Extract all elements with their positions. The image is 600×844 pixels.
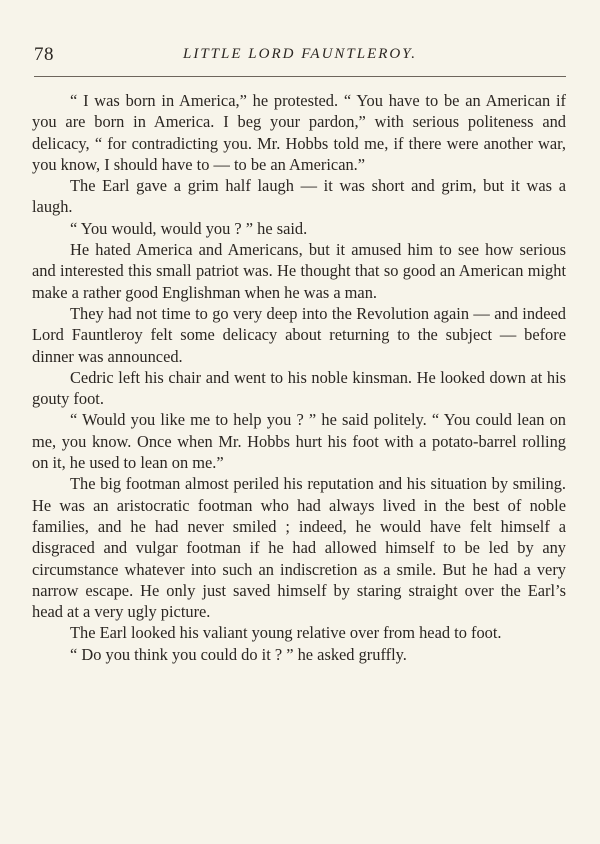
paragraph: The big footman almost periled his reputation and his situation by smiling. He was an aristocratic footman who had always lived in the best of noble families, and he had never smiled ; indeed, he would have felt himself a disgraced and vulgar footman if he had allowed himself to be led by any circumstance whatever into such an indiscretion as a smile. But he had a very narrow escape. He only just saved himself by staring straight over the Earl’s head at a very ugly picture. (32, 474, 566, 622)
body-text (32, 90, 566, 665)
paragraph: They had not time to go very deep into the Revolution again — and indeed Lord Fauntleroy felt some delicacy about returning to the subject — before dinner was announced. (32, 303, 566, 366)
paragraph: He hated America and Americans, but it amused him to see how serious and interested this small patriot was. He thought that so good an American might make a rather good Englishman when he was a man. (32, 240, 566, 302)
header-rule (34, 76, 566, 77)
paragraph: “ Would you like me to help you ? ” he said politely. “ You could lean on me, you know. Once when Mr. Hobbs hurt his foot with a potato-barrel rolling on it, he used to lean on me.” (32, 410, 566, 473)
paragraph: The Earl gave a grim half laugh — it was short and grim, but it was a laugh. (32, 176, 566, 217)
running-head (34, 44, 566, 68)
paragraph: Cedric left his chair and went to his noble kinsman. He looked down at his gouty foot. (32, 367, 566, 409)
paragraph: The Earl looked his valiant young relative over from head to foot. (70, 623, 502, 643)
paragraph: “ I was born in America,” he protested. “ You have to be an American if you are born in America. I beg your pardon,” with serious politeness and delicacy, “ for contradicting you. Mr. Hobbs told me, if there were another war, you know, I should have to — to be an American.” (32, 91, 566, 174)
page-number: 78 (34, 44, 54, 65)
paragraph: “ Do you think you could do it ? ” he asked gruffly. (70, 644, 407, 664)
paragraph: “ You would, would you ? ” he said. (70, 218, 308, 238)
running-title: LITTLE LORD FAUNTLEROY. (183, 46, 417, 62)
